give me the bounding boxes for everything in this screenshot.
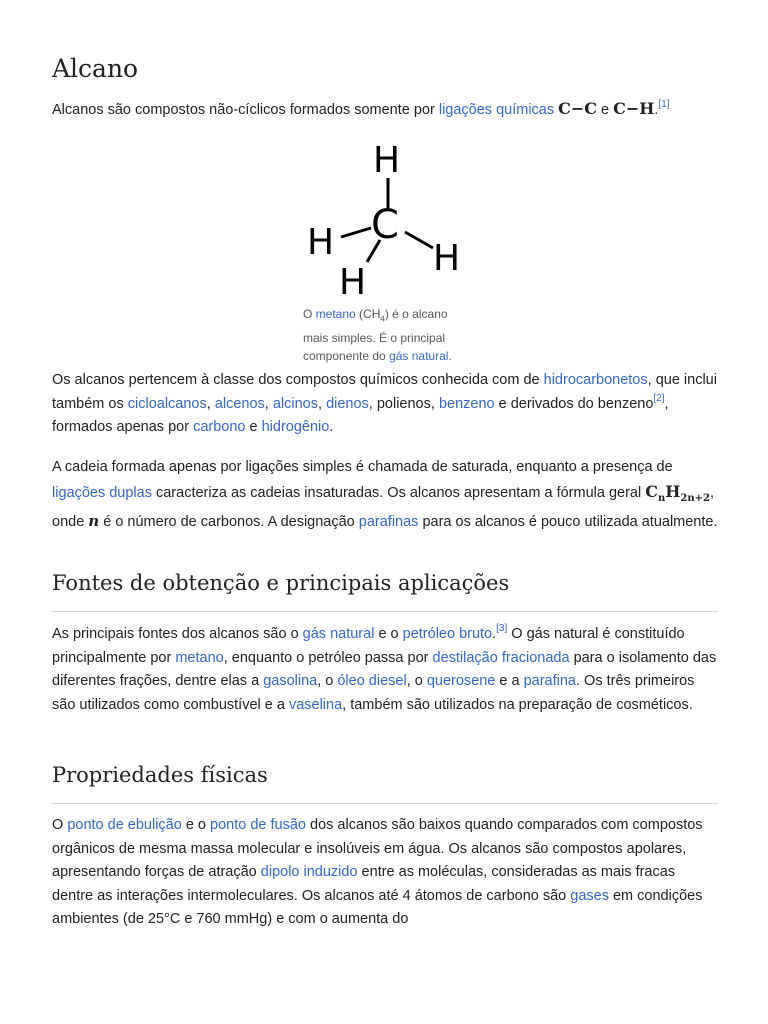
text: , enquanto o petróleo passa por <box>223 649 433 666</box>
bond-left <box>341 228 371 237</box>
section-heading-fontes: Fontes de obtenção e principais aplicações <box>52 571 510 595</box>
text: e derivados do benzeno <box>494 395 654 412</box>
text: e o <box>181 817 211 833</box>
paragraph-fontes <box>52 623 718 717</box>
paragraph-propriedades <box>52 814 718 932</box>
formula-n: n <box>657 492 666 504</box>
link-gases[interactable]: gases <box>570 887 609 904</box>
text: , polienos, <box>368 395 439 412</box>
text: O <box>52 817 68 833</box>
link-metano[interactable]: metano <box>175 649 224 666</box>
text: entre as moléculas, consideradas as mais fracas dentre as interações intermoleculares. Os alcanos até 4 átomos de carbono são <box>52 864 676 904</box>
text: em condições ambientes (de 25°C e 760 mmHg) e com o aumenta do <box>52 887 703 927</box>
formula-h: H <box>665 481 681 501</box>
ref-1[interactable]: [1] <box>658 99 670 110</box>
caption-text: ) é o alcano mais simples. É o principal componente do <box>303 307 448 364</box>
link-dienos[interactable]: dienos <box>326 395 369 412</box>
link-gasolina[interactable]: gasolina <box>263 673 318 689</box>
link-alcinos[interactable]: alcinos <box>272 395 318 412</box>
atom-h-bottom: H <box>339 262 367 300</box>
text: Os alcanos pertencem à classe dos compostos químicos conhecida com de <box>52 372 544 388</box>
atom-c-center: C <box>371 202 399 248</box>
text: e a <box>495 673 524 689</box>
link-ligacoes-duplas[interactable]: ligações duplas <box>52 484 152 501</box>
text: para o isolamento das diferentes frações, dentre elas a <box>52 649 717 689</box>
text: . <box>329 419 334 435</box>
text: , o <box>406 673 427 689</box>
page-title: Alcano <box>52 54 139 83</box>
paragraph-2 <box>52 456 718 535</box>
figure-caption <box>303 305 468 366</box>
link-ponto-de-fusao[interactable]: ponto de fusão <box>210 817 306 833</box>
ref-3[interactable]: [3] <box>496 623 508 634</box>
link-querosene[interactable]: querosene <box>426 673 496 689</box>
text: , o <box>317 673 338 689</box>
caption-text: (CH <box>355 307 381 321</box>
section-heading-propriedades: Propriedades físicas <box>52 763 268 787</box>
caption-link-gas-natural[interactable]: gás natural <box>389 349 449 364</box>
bond-right <box>405 232 433 248</box>
link-vaselina[interactable]: vaselina <box>288 696 343 713</box>
link-ponto-de-ebulicao[interactable]: ponto de ebulição <box>67 817 182 833</box>
link-hidrogenio[interactable]: hidrogênio <box>261 419 330 435</box>
text: e o <box>374 626 403 642</box>
intro-and: e <box>597 102 614 118</box>
link-dipolo-induzido[interactable]: dipolo induzido <box>260 864 358 880</box>
link-ligacoes-quimicas[interactable]: ligações químicas <box>438 102 555 118</box>
text: , onde <box>52 484 714 531</box>
link-oleo-diesel[interactable]: óleo diesel <box>337 673 407 689</box>
caption-sub: 4 <box>380 314 385 324</box>
section-divider <box>52 803 718 804</box>
text: . Os três primeiros são utilizados como combustível e a <box>52 673 695 713</box>
intro-text: Alcanos são compostos não-cíclicos formados somente por <box>52 102 439 118</box>
link-petroleo-bruto[interactable]: petróleo bruto <box>402 626 493 642</box>
caption-link-metano[interactable]: metano <box>315 307 356 321</box>
paragraph-1 <box>52 369 718 440</box>
link-parafinas[interactable]: parafinas <box>358 514 419 531</box>
link-destilacao-fracionada[interactable]: destilação fracionada <box>432 649 570 666</box>
link-parafina[interactable]: parafina <box>523 673 576 689</box>
caption-text: . <box>448 349 452 364</box>
caption-text: O <box>303 307 316 321</box>
link-benzeno[interactable]: benzeno <box>438 395 495 412</box>
text: . <box>492 626 497 642</box>
text: para os alcanos é pouco utilizada atualmente. <box>418 514 718 531</box>
link-carbono[interactable]: carbono <box>193 419 246 435</box>
atom-h-top: H <box>373 140 401 181</box>
math-c-h: C−H <box>613 99 655 118</box>
text: O gás natural é constituído principalmente por <box>52 626 685 666</box>
text: A cadeia formada apenas por ligações simples é chamada de saturada, enquanto a presença de <box>52 459 673 475</box>
intro-paragraph: Alcanos são compostos não-cíclicos formados somente por ligações químicas C−C e C−H.[1] <box>52 99 670 118</box>
section-divider <box>52 611 718 612</box>
ref-2[interactable]: [2] <box>653 392 665 404</box>
text: , <box>264 395 273 412</box>
text: , <box>206 395 215 412</box>
link-alcenos[interactable]: alcenos <box>214 395 265 412</box>
text: dos alcanos são baixos quando comparados com compostos orgânicos de mesma massa molecular e insolúveis em água. Os alcanos são compostos apolares, apresentando forças de atração <box>52 817 703 880</box>
variable-n: n <box>88 512 100 531</box>
methane-structure-image <box>303 140 473 300</box>
text: As principais fontes dos alcanos são o <box>52 626 303 642</box>
atom-h-right: H <box>433 238 461 279</box>
formula-c: C <box>645 481 658 501</box>
text: caracteriza as cadeias insaturadas. Os alcanos apresentam a fórmula geral <box>151 484 646 501</box>
math-c-c: C−C <box>558 99 598 118</box>
text: e <box>245 419 262 435</box>
text: é o número de carbonos. A designação <box>99 514 359 531</box>
link-gas-natural[interactable]: gás natural <box>302 626 375 642</box>
text: , formados apenas por <box>52 395 669 435</box>
link-hidrocarbonetos[interactable]: hidrocarbonetos <box>543 372 648 388</box>
formula-sub: 2n+2 <box>680 492 710 504</box>
text: , que inclui também os <box>52 372 717 412</box>
text: , <box>318 395 327 412</box>
text: , também são utilizados na preparação de cosméticos. <box>342 696 693 713</box>
general-formula <box>645 481 710 504</box>
link-cicloalcanos[interactable]: cicloalcanos <box>127 395 207 412</box>
atom-h-left: H <box>307 222 335 263</box>
